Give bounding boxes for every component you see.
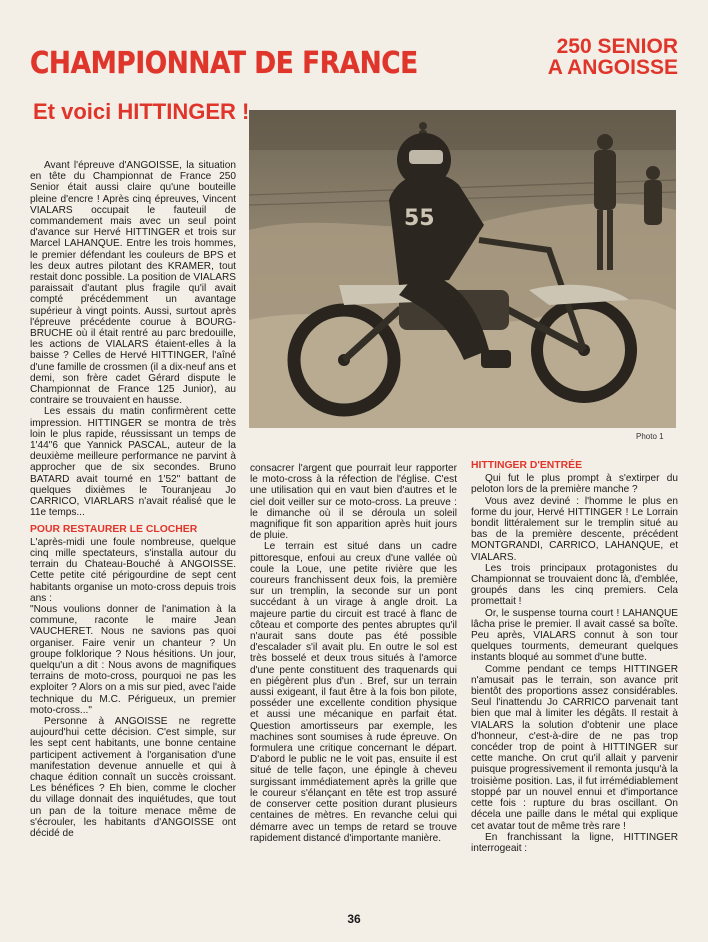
- paragraph: Le terrain est situé dans un cadre pittoresque, enfoui au creux d'une vallée où coule la Loue, une petite rivière que les coureurs franchissent deux fois, la première sur un tremplin, la seconde sur un pont succédant à un virage à angle droit. La majeure partie du circuit est tracé à flanc de côteau et comporte des pentes abruptes qu'il n'aurait sans doute pas été possible d'escalader s'il avait plu. En outre le sol est très bosselé et deux trous situés à l'amorce d'une pente constituent des traquenards qui en piégèrent plus d'un . Bref, sur un terrain aussi exigeant, il faut être à la fois bon pilote, posséder une excellente condition physique et aussi une mécanique en parfait état. Question amortisseurs par exemple, les machines sont soumises à rude épreuve. On formulera une critique concernant le départ. D'abord le public ne le voit pas, ensuite il est situé de telle façon, une épingle à cheveu surgissant immédiatement après la grille que le coureur s'élançant en tête est trop assuré de conserver cette position durant plusieurs centaines de mètres. En revanche celui qui démarre avec un temps de retard se trouve rapidement distancé d'importante manière.: [250, 541, 457, 844]
- section-heading: POUR RESTAURER LE CLOCHER: [30, 523, 198, 535]
- paragraph: L'après-midi une foule nombreuse, quelque cinq mille spectateurs, s'installa autour du terrain du Chateau-Bouché à ANGOISSE. Cette petite cité périgourdine de sept cent habitants organise un moto-cross depuis trois ans :: [30, 536, 236, 604]
- paragraph: consacrer l'argent que pourrait leur rapporter le moto-cross à la réfection de l'église. C'est une utilisation qui en vaut bien d'autres et le ciel doit veiller sur ce moto-cross. La preuve : le dimanche où il se déroula un soleil magnifique fit son apparition après huit jours de pluie.: [250, 463, 457, 542]
- side-title: [548, 36, 678, 78]
- paragraph: Les essais du matin confirmèrent cette impression. HITTINGER se montra de très loin le plus rapide, réussissant un temps de 1'44"6 que Yannick PASCAL, auteur de la deuxième meilleure performance ne parvint à approcher que de six secondes. Bruno BATARD avait tourné en 1'52" battant de quelques dixièmes le Touranjeau Jo CARRICO, VIARLARS n'avait réalisé que le 11e temps...: [30, 406, 236, 519]
- paragraph: Personne à ANGOISSE ne regrette aujourd'hui cette décision. C'est simple, sur les sept cent habitants, une bonne centaine participent activement à l'organisation d'une manifestation devenue annuelle et qui à chaque édition connaît un succès croissant. Les bénéfices ? Eh bien, comme le clocher du village donnait des inquiétudes, que tout un pan de la toiture menace même de s'écrouler, les habitants d'ANGOISSE ont décidé de: [30, 715, 236, 839]
- side-title-line1: 250 SENIOR: [556, 35, 678, 58]
- paragraph: Les trois principaux protagonistes du Championnat se trouvaient donc là, d'emblée, groupés dans les cinq premiers. Cela promettait !: [471, 562, 678, 608]
- article-subtitle: Et voici HITTINGER !: [33, 99, 250, 124]
- motocross-photo: [249, 110, 676, 428]
- paragraph: Avant l'épreuve d'ANGOISSE, la situation en tête du Championnat de France 250 Senior était aussi claire qu'une bouteille pleine d'encre ! Après cinq épreuves, Vincent VIALARS occupait le fauteuil de commandement mais avec un seul point d'avance sur Hervé HITTINGER et trois sur Marcel LAHANQUE. Entre les trois hommes, le premier défendant les couleurs de BPS et les deux autres pilotant des KRAMER, tout restait donc possible. La position de VIALARS paraissait d'autant plus fragile qu'il avait compté précédemment un avantage supérieur à vingt points. Aussi, surtout après l'épreuve précédente courue à BOURG-BRUCHE où il était rentré au parc bredouille, les actions de VIALARS étaient-elles à la baisse ? Celles de Hervé HITTINGER, l'aîné d'une famille de crossmen (il a dix-neuf ans et demi, son frère cadet Gérard dispute le Championnat de France 125 Junior), au contraire se trouvaient en hausse.: [30, 160, 236, 407]
- paragraph: Qui fut le plus prompt à s'extirper du peloton lors de la première manche ?: [471, 473, 678, 496]
- page-number: 36: [347, 912, 361, 926]
- paragraph: En franchissant la ligne, HITTINGER interrogeait :: [471, 831, 678, 854]
- paragraph: Comme pendant ce temps HITTINGER n'amusait pas le terrain, son avance prit bientôt des proportions assez considérables. Seul l'inattendu Jo CARRICO parvenait tant bien que mal à limiter les dégâts. Il restait à VIALARS la solution d'obtenir une place d'honneur, c'est-à-dire de ne pas trop concéder trop de point à HITTINGER sur cette manche. On crut qu'il allait y parvenir puisque progressivement il remonta jusqu'à la troisième position. Las, il fut irrémédiablement stoppé par un nouvel ennui et d'importance cette fois : rupture du bras oscillant. On décela une paille dans le métal qui explique cet avatar tout de même très rare !: [471, 663, 678, 832]
- paragraph: Vous avez deviné : l'homme le plus en forme du jour, Hervé HITTINGER ! Le Lorrain bondit littéralement sur le tremplin situé au bas de la première descente, précédent MONTGRANDI, CARRICO, LAHANQUE, et VIALARS.: [471, 495, 678, 563]
- paragraph: Or, le suspense tourna court ! LAHANQUE lâcha prise le premier. Il avait cassé sa boîte. Peu après, VIALARS connut à son tour quelques tourments, demeurant quelques instants bloqué au sommet d'une butte.: [471, 607, 678, 664]
- article-column-1: [30, 160, 236, 839]
- main-title: CHAMPIONNAT DE FRANCE: [30, 46, 418, 81]
- side-title-line2: A ANGOISSE: [547, 56, 678, 79]
- svg-text:55: 55: [404, 206, 435, 231]
- article-column-2: [250, 463, 457, 844]
- photo-illustration: [249, 110, 676, 428]
- article-column-3: [471, 460, 678, 854]
- photo-caption: Photo 1: [636, 432, 664, 441]
- quote-paragraph: "Nous voulions donner de l'animation à la commune, raconte le maire Jean VAUCHERET. Nous ne savions pas quoi organiser. Faire venir un chanteur ? Un groupe folklorique ? Nous hésitions. Un jour, quelqu'un a dit : Nous avons de magnifiques terrains de moto-cross, pourquoi ne pas les exploiter ? Alors on a mis sur pied, avec l'aide technique du M.C. Périgueux, un premier moto-cross...": [30, 603, 236, 716]
- section-heading: HITTINGER D'ENTRÉE: [471, 460, 582, 471]
